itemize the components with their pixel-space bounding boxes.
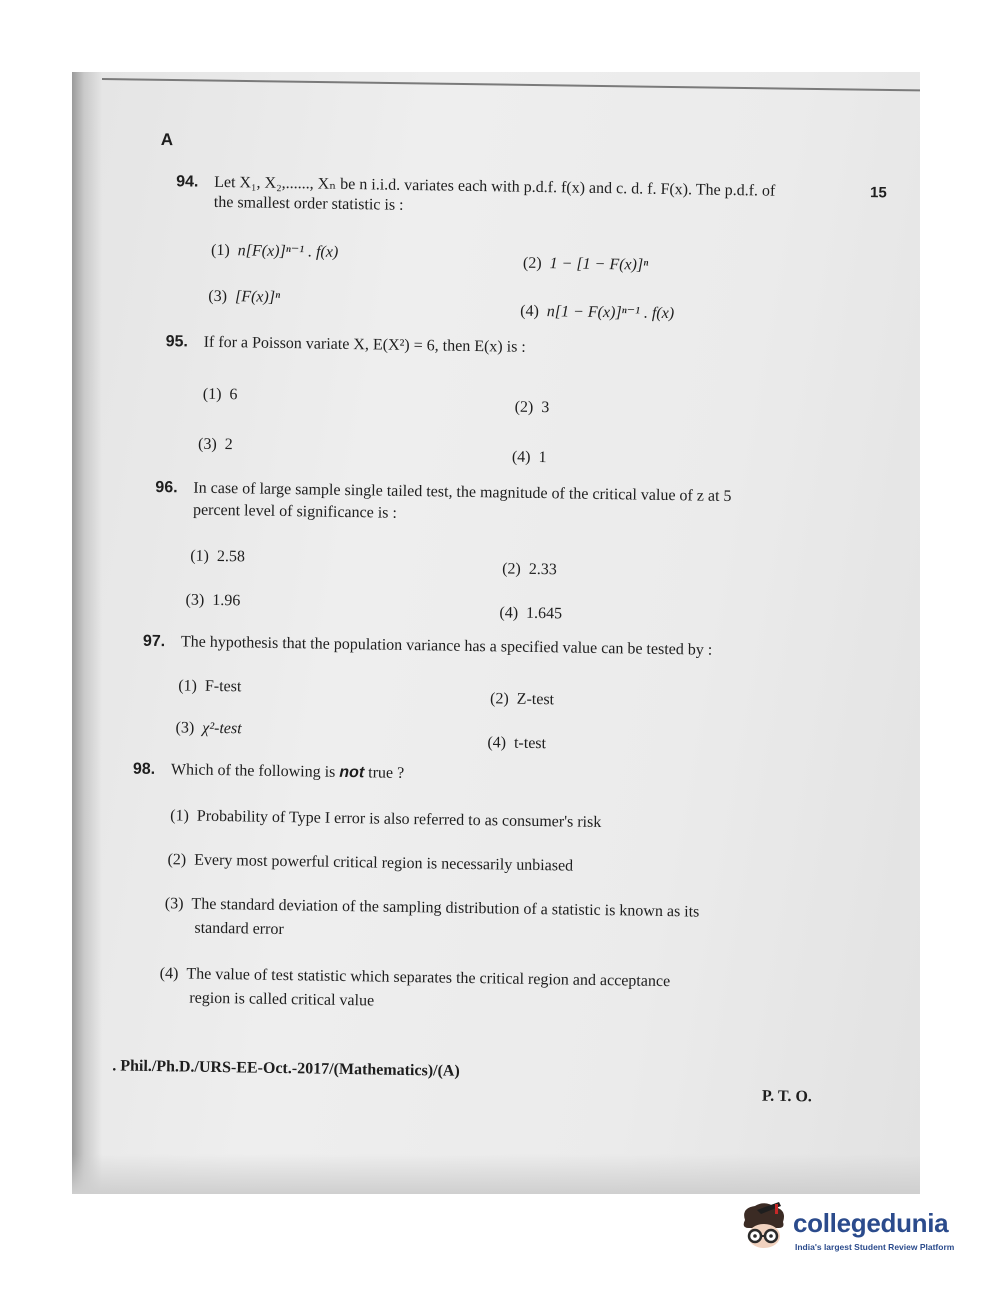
q94-option-3-text: [F(x)]ⁿ <box>234 288 281 306</box>
q96-number: 96. <box>155 478 178 497</box>
q95-option-1 <box>203 385 238 406</box>
q96-option-2 <box>502 559 557 580</box>
q98-text-emphasis: not <box>339 763 365 782</box>
q98-option-3-label: (3) <box>164 895 184 913</box>
q94-option-4-text: n[1 − F(x)]ⁿ⁻¹ . f(x) <box>546 303 675 323</box>
page-number: 15 <box>869 184 887 202</box>
q94-option-3 <box>208 287 280 308</box>
q98-option-2-label: (2) <box>167 851 187 869</box>
q94-option-2-text: 1 − [1 − F(x)]ⁿ <box>549 255 649 274</box>
q95-number: 95. <box>165 333 189 351</box>
q98-option-2 <box>167 850 573 876</box>
q97-option-2-text: Z-test <box>516 690 555 709</box>
q98-option-4-text: The value of test statistic which separates the critical region and acceptance <box>186 965 671 991</box>
q96-option-1-label: (1) <box>190 547 210 565</box>
q94-option-4 <box>520 302 674 324</box>
q97-option-4-text: t-test <box>513 734 547 753</box>
section-label: A <box>160 130 174 150</box>
q96-option-2-text: 2.33 <box>528 560 557 579</box>
q95-option-2-label: (2) <box>514 398 534 416</box>
q96-option-4-text: 1.645 <box>525 604 563 623</box>
q96-option-4-label: (4) <box>499 604 519 622</box>
scanned-page <box>72 72 920 1194</box>
q98-option-1 <box>170 806 601 833</box>
q94-text-line2: the smallest order statistic is : <box>213 193 404 214</box>
q95-option-4-label: (4) <box>511 448 531 466</box>
q94-number: 94. <box>176 173 199 191</box>
q97-text-line1: The hypothesis that the population variance has a specified value can be tested by : <box>180 633 713 659</box>
q97-option-1 <box>178 676 241 697</box>
q97-option-2 <box>490 689 554 710</box>
q98-text-pre: Which of the following is <box>170 761 340 781</box>
q95-option-3 <box>198 435 233 456</box>
collegedunia-logo[interactable] <box>735 1198 975 1258</box>
mascot-icon <box>735 1198 793 1256</box>
q94-option-2-label: (2) <box>522 254 542 273</box>
q97-option-1-label: (1) <box>178 677 198 695</box>
q95-option-3-label: (3) <box>197 435 217 453</box>
q96-option-3-label: (3) <box>185 591 205 609</box>
q95-option-4-text: 1 <box>538 448 547 467</box>
q96-option-4 <box>499 603 562 624</box>
q96-text-line2: percent level of significance is : <box>192 501 398 522</box>
q95-option-2 <box>515 398 550 419</box>
q96-option-2-label: (2) <box>502 560 521 578</box>
q98-option-4-label: (4) <box>159 965 179 983</box>
q97-option-3-label: (3) <box>175 719 195 737</box>
q97-option-4 <box>487 733 546 754</box>
q95-text-line1: If for a Poisson variate X, E(X²) = 6, then E(x) is : <box>203 333 526 356</box>
q96-option-3 <box>185 590 240 611</box>
q98-option-1-text: Probability of Type I error is also referred to as consumer's risk <box>196 807 602 832</box>
q97-number: 97. <box>142 632 166 651</box>
page-content <box>72 72 920 1194</box>
q97-option-3-text: χ²-test <box>202 719 242 738</box>
q98-option-3-continued: standard error <box>194 919 284 939</box>
q94-option-2 <box>523 254 649 276</box>
q98-number: 98. <box>132 760 156 779</box>
brand-name: collegedunia <box>793 1208 949 1238</box>
q95-option-1-text: 6 <box>229 386 238 404</box>
pto-marker: P. T. O. <box>761 1087 812 1106</box>
brand-tagline: India's largest Student Review Platform <box>795 1242 955 1252</box>
q96-option-1 <box>190 547 245 568</box>
q98-option-4-continued: region is called critical value <box>189 989 375 1010</box>
q98-option-3 <box>165 894 700 922</box>
q95-option-2-text: 3 <box>541 399 550 417</box>
q98-option-4 <box>160 964 671 992</box>
q98-option-3-text: The standard deviation of the sampling distribution of a statistic is known as its <box>191 895 700 921</box>
q97-option-2-label: (2) <box>489 690 509 708</box>
q94-text-line1: Let X₁, X₂,......, Xₙ be n i.i.d. variates each with p.d.f. f(x) and c. d. f. F(x). The p.d.f. of <box>214 173 776 200</box>
paper-code: . Phil./Ph.D./URS-EE-Oct.-2017/(Mathematics)/(A) <box>112 1057 460 1080</box>
q96-option-1-text: 2.58 <box>216 547 246 566</box>
q94-option-1-text: n[F(x)]ⁿ⁻¹ . f(x) <box>237 242 339 261</box>
q94-option-3-label: (3) <box>208 287 228 306</box>
q95-option-1-label: (1) <box>202 385 222 403</box>
q98-text-post: true ? <box>364 764 405 782</box>
q97-option-3 <box>175 718 241 739</box>
q94-option-4-label: (4) <box>520 302 539 320</box>
q98-option-1-label: (1) <box>170 807 190 825</box>
q94-option-1 <box>211 241 338 263</box>
q98-text-line1 <box>171 760 405 784</box>
q94-option-1-label: (1) <box>210 241 230 260</box>
q95-option-3-text: 2 <box>224 436 233 454</box>
q96-option-3-text: 1.96 <box>212 591 241 610</box>
q97-option-4-label: (4) <box>487 734 507 752</box>
q95-option-4 <box>512 448 547 469</box>
q98-option-2-text: Every most powerful critical region is necessarily unbiased <box>194 851 574 875</box>
q96-text-line1: In case of large sample single tailed test, the magnitude of the critical value of z at 5 <box>193 479 732 506</box>
q97-option-1-text: F-test <box>204 677 242 696</box>
